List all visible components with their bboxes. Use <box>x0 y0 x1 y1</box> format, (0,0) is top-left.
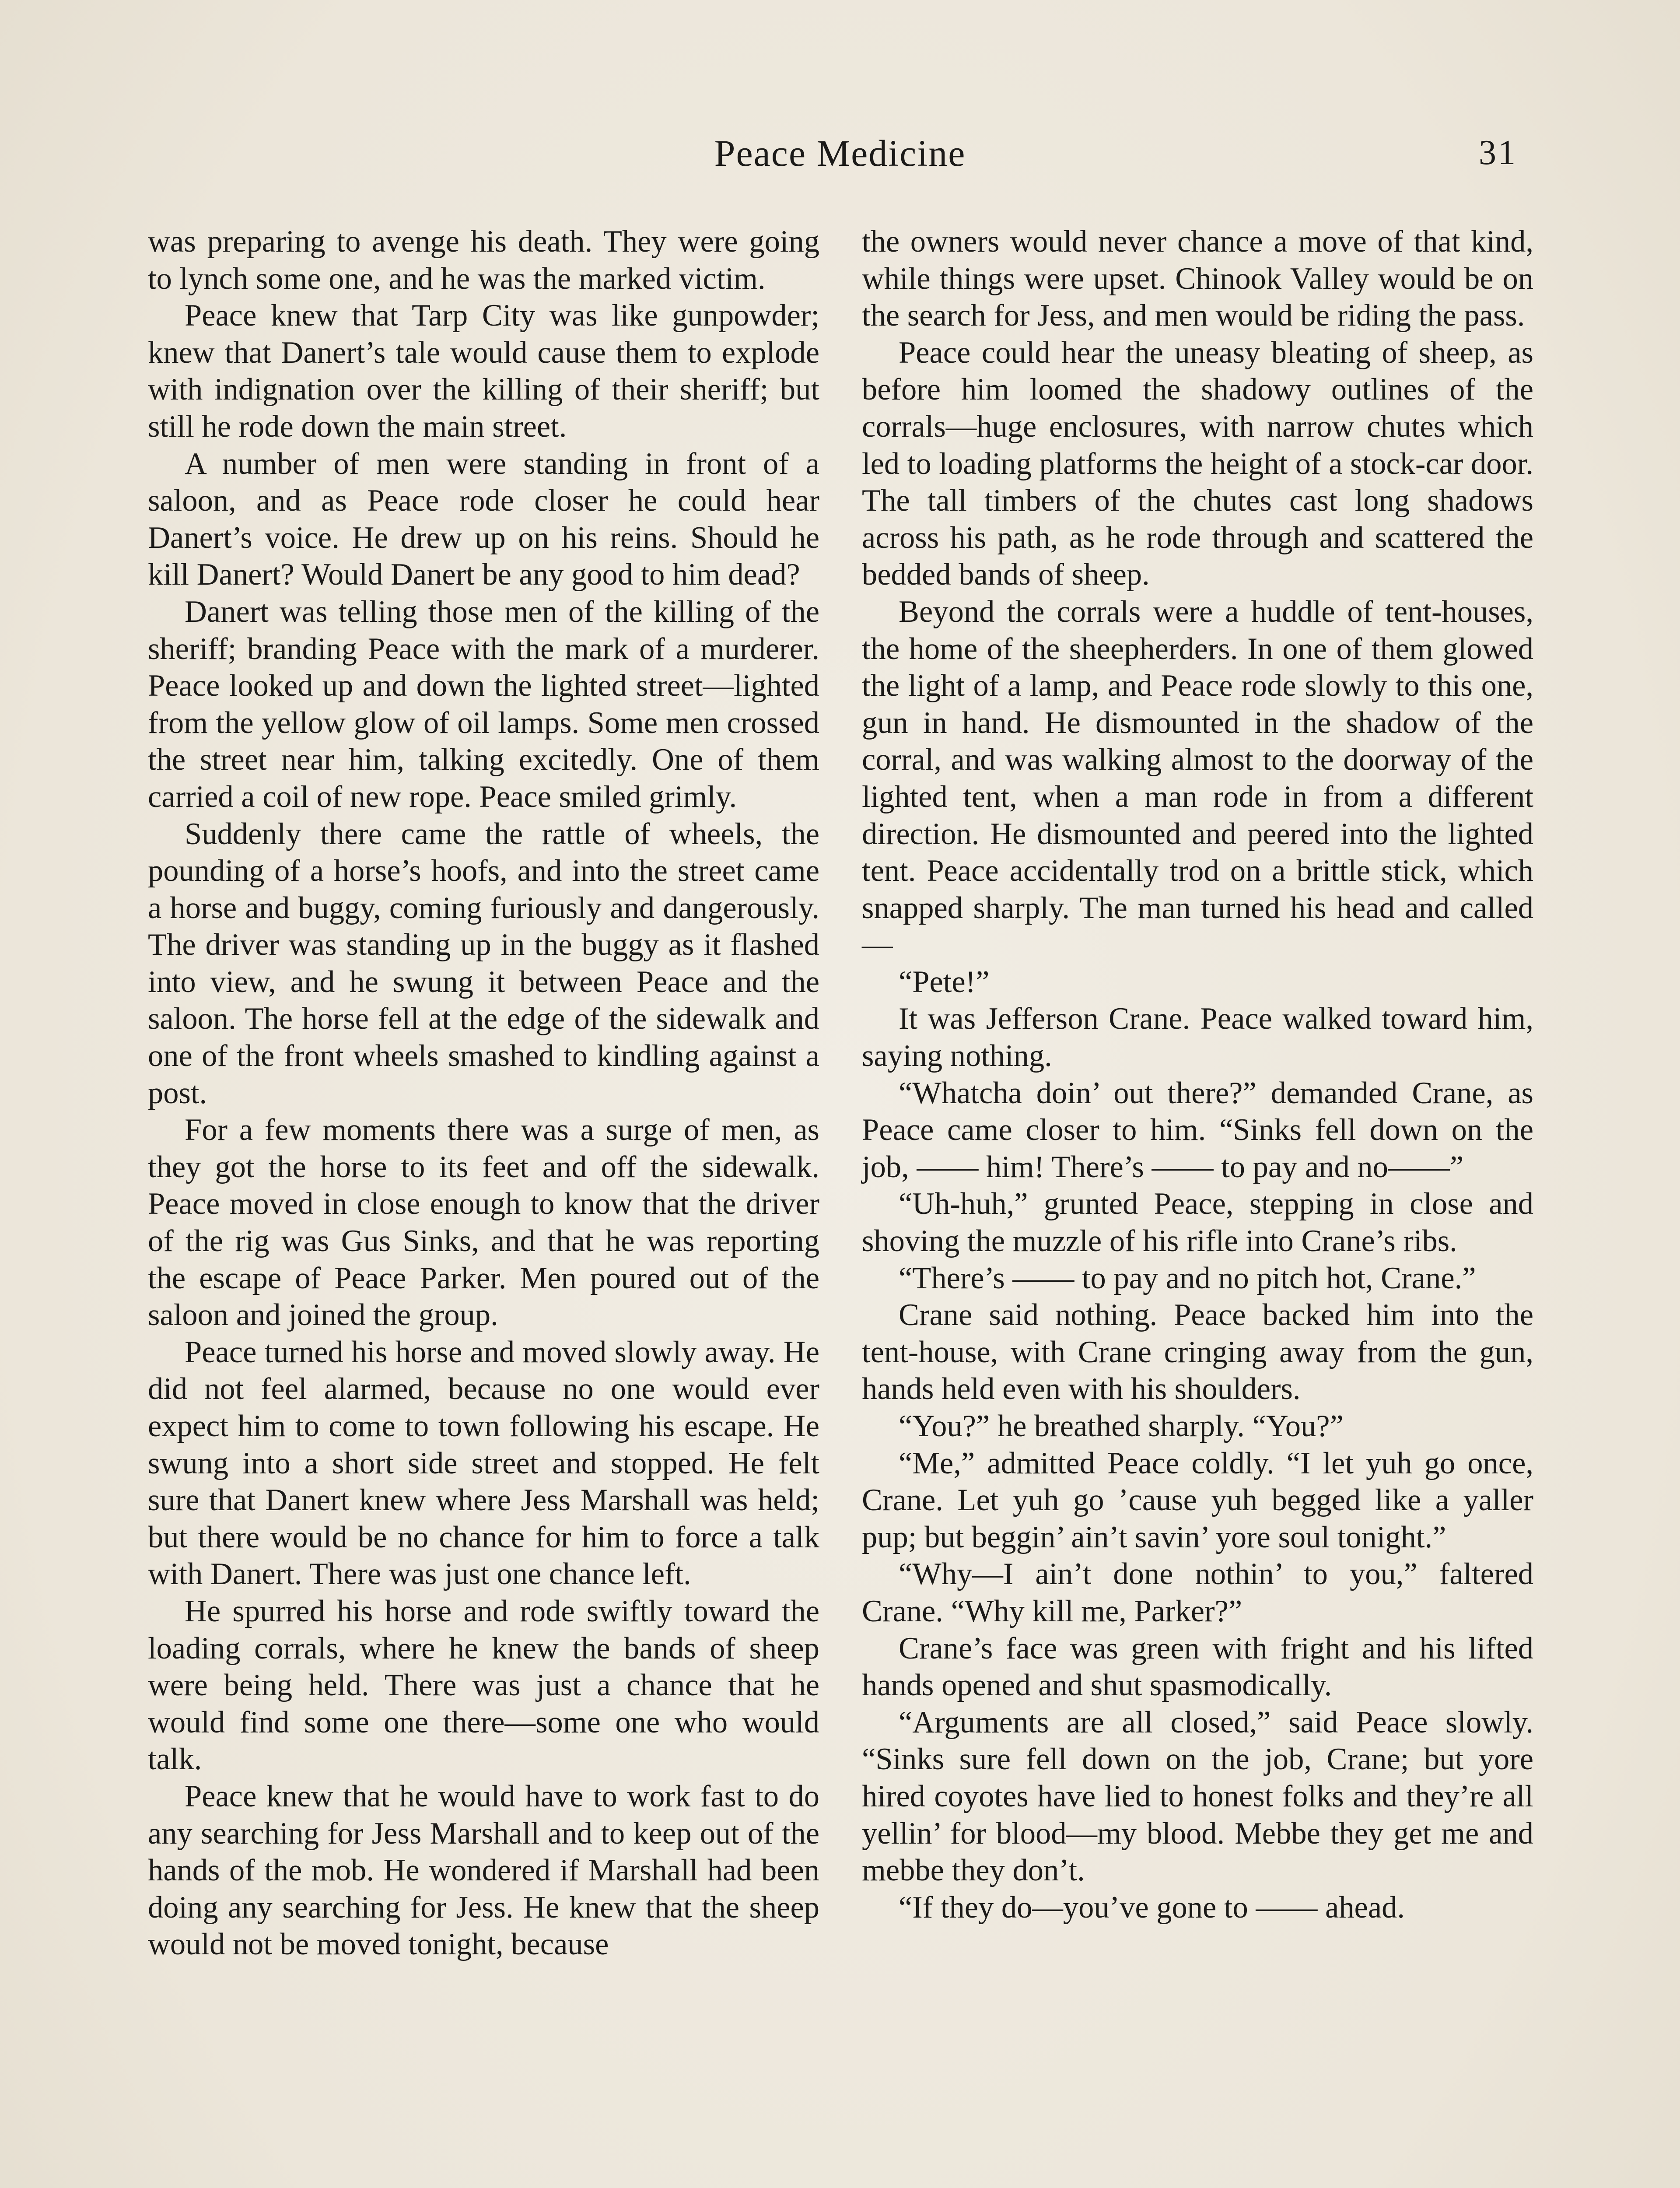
paragraph: “If they do—you’ve gone to —— ahead. <box>899 1890 1405 1925</box>
paragraph: For a few moments there was a surge of men, as they got the horse to its feet and off the sidewalk. Peace moved in close enough to know that the driver of the rig was Gus Sinks, and that he was reporting the escape of Peace Parker. Men poured out of the saloon and joined the group. <box>148 1113 819 1332</box>
paragraph: “Why—I ain’t done nothin’ to you,” faltered Crane. “Why kill me, Parker?” <box>862 1557 1533 1628</box>
paragraph: Danert was telling those men of the killing of the sheriff; branding Peace with the mark of a murderer. Peace looked up and down the lighted street—lighted from the yellow glow of oil lamps. Some men crossed the street near him, talking excitedly. One of them carried a coil of new rope. Peace smiled grimly. <box>148 594 819 814</box>
paragraph: A number of men were standing in front of a saloon, and as Peace rode closer he could hear Danert’s voice. He drew up on his reins. Should he kill Danert? Would Danert be any good to him dead? <box>148 446 819 592</box>
paragraph: was preparing to avenge his death. They were going to lynch some one, and he was the marked victim. <box>148 224 819 296</box>
paragraph: Peace knew that he would have to work fast to do any searching for Jess Marshall and to keep out of the hands of the mob. He wondered if Marshall had been doing any searching for Jess. He knew that the sheep would not be moved tonight, because <box>148 1779 819 1962</box>
paragraph: “Uh-huh,” grunted Peace, stepping in close and shoving the muzzle of his rifle into Crane’s ribs. <box>862 1187 1533 1259</box>
paragraph: Crane said nothing. Peace backed him into the tent-house, with Crane cringing away from the gun, hands held even with his shoulders. <box>862 1298 1533 1406</box>
left-column <box>148 223 819 1963</box>
page-title: Peace Medicine <box>714 132 966 174</box>
paragraph: Peace could hear the uneasy bleating of sheep, as before him loomed the shadowy outlines of the corrals—huge enclosures, with narrow chutes which led to loading platforms the height of a stock-car door. The tall timbers of the chutes cast long shadows across his path, as he rode through and scattered the bedded bands of sheep. <box>862 335 1533 592</box>
paragraph: “You?” he breathed sharply. “You?” <box>899 1409 1344 1443</box>
paragraph: the owners would never chance a move of that kind, while things were upset. Chinook Valley would be on the search for Jess, and men would be riding the pass. <box>862 224 1533 333</box>
paragraph: Beyond the corrals were a huddle of tent-houses, the home of the sheepherders. In one of them glowed the light of a lamp, and Peace rode slowly to this one, gun in hand. He dismounted in the shadow of the corral, and was walking almost to the doorway of the lighted tent, when a man rode in from a different direction. He dismounted and peered into the lighted tent. Peace accidentally trod on a brittle stick, which snapped sharply. The man turned his head and called— <box>862 594 1533 962</box>
paragraph: “There’s —— to pay and no pitch hot, Crane.” <box>899 1261 1476 1295</box>
paragraph: He spurred his horse and rode swiftly toward the loading corrals, where he knew the bands of sheep were being held. There was just a chance that he would find some one there—some one who would talk. <box>148 1594 819 1777</box>
running-head <box>0 131 1680 188</box>
paragraph: “Whatcha doin’ out there?” demanded Crane, as Peace came closer to him. “Sinks fell down on the job, —— him! There’s —— to pay and no——” <box>862 1076 1533 1184</box>
paragraph: “Me,” admitted Peace coldly. “I let yuh go once, Crane. Let yuh go ’cause yuh begged like a yaller pup; but beggin’ ain’t savin’ yore soul tonight.” <box>862 1446 1533 1554</box>
paragraph: Peace turned his horse and moved slowly away. He did not feel alarmed, because no one would ever expect him to come to town following his escape. He swung into a short side street and stopped. He felt sure that Danert knew where Jess Marshall was held; but there would be no chance for him to force a talk with Danert. There was just one chance left. <box>148 1335 819 1592</box>
paragraph: “Arguments are all closed,” said Peace slowly. “Sinks sure fell down on the job, Crane; but yore hired coyotes have lied to honest folks and they’re all yellin’ for blood—my blood. Mebbe they get me and mebbe they don’t. <box>862 1705 1533 1888</box>
paragraph: Peace knew that Tarp City was like gunpowder; knew that Danert’s tale would cause them to explode with indignation over the killing of their sheriff; but still he rode down the main street. <box>148 298 819 444</box>
paragraph: “Pete!” <box>899 964 990 999</box>
right-column <box>862 223 1533 1926</box>
paragraph: Crane’s face was green with fright and his lifted hands opened and shut spasmodically. <box>862 1631 1533 1703</box>
page-number: 31 <box>1479 133 1517 172</box>
paragraph: Suddenly there came the rattle of wheels, the pounding of a horse’s hoofs, and into the street came a horse and buggy, coming furiously and dangerously. The driver was standing up in the buggy as it flashed into view, and he swung it between Peace and the saloon. The horse fell at the edge of the sidewalk and one of the front wheels smashed to kindling against a post. <box>148 817 819 1110</box>
paragraph: It was Jefferson Crane. Peace walked toward him, saying nothing. <box>862 1002 1533 1073</box>
